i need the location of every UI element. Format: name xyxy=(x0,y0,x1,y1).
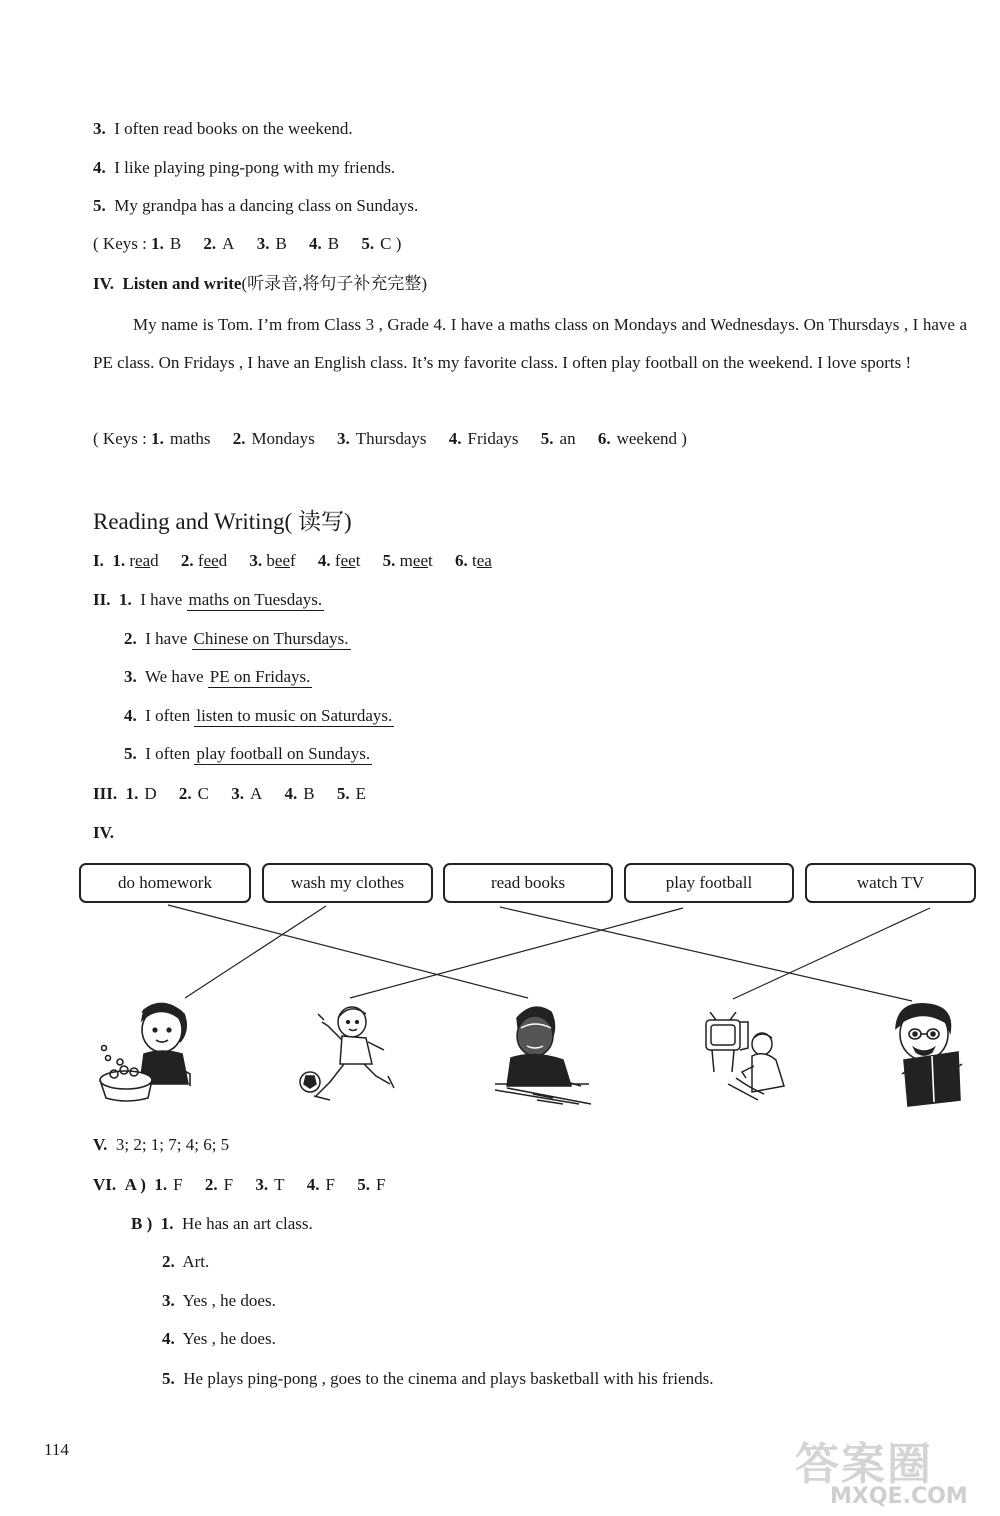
keys-suffix: ) xyxy=(395,234,402,253)
item-answer: F xyxy=(223,1175,234,1194)
item-answer: Art. xyxy=(182,1252,210,1271)
key-value: A xyxy=(222,234,235,253)
match-line-do-homework xyxy=(168,905,528,998)
item-number: 3. xyxy=(231,784,244,803)
reading-part-6-b-item-4 xyxy=(162,1328,276,1350)
word-answer: feed xyxy=(197,551,228,570)
item-number: 5. xyxy=(336,784,350,803)
item-number: 5. xyxy=(162,1369,175,1388)
key-number: 5. xyxy=(361,234,375,253)
item-number: 5. xyxy=(93,196,106,215)
key-value: B xyxy=(275,234,287,253)
item-number: 3. xyxy=(93,119,106,138)
item-number: 4. xyxy=(317,551,331,570)
item-number: 2. xyxy=(162,1252,175,1271)
item-number: 2. xyxy=(178,784,192,803)
item-number: 6. xyxy=(454,551,468,570)
item-answer: B xyxy=(303,784,315,803)
keys-prefix: ( Keys : xyxy=(93,234,152,253)
item-number: 3. xyxy=(124,667,137,686)
page-number: 114 xyxy=(44,1440,69,1459)
item-number: 3. xyxy=(255,1175,269,1194)
sentence-text: I like playing ping-pong with my friends. xyxy=(114,158,396,177)
item-number: 1. xyxy=(112,551,126,570)
item-answer: F xyxy=(325,1175,335,1194)
item-number: 4. xyxy=(93,158,106,177)
phrase-box-play-football: play football xyxy=(624,863,794,903)
item-answer: F xyxy=(173,1175,183,1194)
part-label: I. xyxy=(93,551,104,570)
watching-tv-picture xyxy=(700,1012,792,1102)
item-number: 1. xyxy=(154,1175,168,1194)
item-number: 2. xyxy=(180,551,194,570)
item-number: 4. xyxy=(306,1175,320,1194)
key-number: 4. xyxy=(309,234,322,253)
item-number: 1. xyxy=(160,1214,174,1233)
item-number: 1. xyxy=(125,784,139,803)
reading-book-picture xyxy=(888,1002,964,1108)
key-number: 6. xyxy=(597,429,611,448)
watermark-main: 答案圈 xyxy=(795,1439,933,1490)
item-number: 5. xyxy=(357,1175,370,1194)
item-answer: F xyxy=(375,1175,386,1194)
item-answer: Yes , he does. xyxy=(182,1329,276,1348)
phrase-box-wash-my-clothes: wash my clothes xyxy=(262,863,433,903)
phrase-box-read-books: read books xyxy=(443,863,613,903)
key-number: 2. xyxy=(203,234,217,253)
part-label: V. xyxy=(93,1135,108,1154)
key-value: maths xyxy=(169,429,211,448)
key-value: an xyxy=(559,429,576,448)
word-answer: beef xyxy=(266,551,296,570)
item-number: 1. xyxy=(118,590,132,609)
listening-paragraph: My name is Tom. I’m from Class 3 , Grade 4. I have a maths class on Mondays and Wednesdays. On Thursdays , I have a PE class. On Fridays , I have an English class. It’s my favorite class. I often play football on the weekend. I love sports ! xyxy=(93,315,967,372)
item-number: 4. xyxy=(124,706,137,725)
match-line-play-football xyxy=(350,908,683,998)
item-answer: Yes , he does. xyxy=(182,1291,276,1310)
key-number: 5. xyxy=(540,429,554,448)
item-number: 2. xyxy=(204,1175,218,1194)
key-number: 1. xyxy=(151,429,164,448)
key-value: Mondays xyxy=(251,429,315,448)
reading-part-6-b-item-5 xyxy=(162,1368,713,1390)
key-number: 3. xyxy=(336,429,350,448)
word-answer: tea xyxy=(471,551,492,570)
section-number: IV. xyxy=(93,274,114,293)
reading-part-5 xyxy=(93,1134,229,1156)
sentence-text: My grandpa has a dancing class on Sundays. xyxy=(114,196,419,215)
item-number: 3. xyxy=(162,1291,175,1310)
filled-answer: maths on Tuesdays. xyxy=(188,590,323,609)
sub-label: B ) xyxy=(131,1214,153,1233)
reading-part-4-label: IV. xyxy=(93,823,114,842)
item-number: 5. xyxy=(124,744,137,763)
match-line-read-books xyxy=(500,907,912,1001)
word-answer: feet xyxy=(334,551,361,570)
key-number: 3. xyxy=(256,234,270,253)
sentence-start: I have xyxy=(145,629,188,648)
sentence-start: I often xyxy=(145,706,191,725)
key-value: C xyxy=(380,234,392,253)
reading-writing-heading: Reading and Writing( 读写) xyxy=(93,509,352,534)
item-answer: He plays ping-pong , goes to the cinema and plays basketball with his friends. xyxy=(183,1369,714,1388)
key-value: Thursdays xyxy=(355,429,427,448)
phrase-box-do-homework: do homework xyxy=(79,863,251,903)
item-answer: D xyxy=(144,784,157,803)
keys-suffix: ) xyxy=(681,429,687,448)
word-answer: read xyxy=(129,551,159,570)
filled-answer: PE on Fridays. xyxy=(209,667,311,686)
sentence-start: I often xyxy=(145,744,191,763)
keys-prefix: ( Keys : xyxy=(93,429,152,448)
reading-part-6-b-item-1 xyxy=(131,1213,313,1235)
item-number: 5. xyxy=(382,551,396,570)
item-answer: T xyxy=(274,1175,285,1194)
word-answer: meet xyxy=(399,551,433,570)
order-answer: 3; 2; 1; 7; 4; 6; 5 xyxy=(115,1135,230,1154)
item-number: 4. xyxy=(284,784,298,803)
reading-part-6-b-item-2 xyxy=(162,1251,209,1273)
part-label: VI. xyxy=(93,1175,117,1194)
item-number: 3. xyxy=(249,551,263,570)
item-answer: E xyxy=(355,784,366,803)
sentence-start: We have xyxy=(144,667,204,686)
watermark-url: MXQE.COM xyxy=(830,1484,968,1509)
item-number: 4. xyxy=(162,1329,175,1348)
sentence-start: I have xyxy=(140,590,183,609)
filled-answer: listen to music on Saturdays. xyxy=(196,706,393,725)
part-label: II. xyxy=(93,590,111,609)
reading-part-6-a xyxy=(93,1174,385,1196)
match-line-wash-clothes xyxy=(185,906,326,998)
reading-part-6-b-item-3 xyxy=(162,1290,276,1312)
key-number: 2. xyxy=(232,429,246,448)
washing-clothes-picture xyxy=(98,1000,198,1102)
key-number: 4. xyxy=(448,429,462,448)
key-value: B xyxy=(169,234,182,253)
section-note: (听录音,将句子补充完整) xyxy=(241,274,428,293)
item-answer: He has an art class. xyxy=(182,1214,313,1233)
match-line-watch-tv xyxy=(733,908,930,999)
key-value: weekend xyxy=(616,429,678,448)
playing-football-picture xyxy=(294,1000,396,1106)
item-number: 2. xyxy=(124,629,137,648)
item-answer: A xyxy=(249,784,263,803)
sub-label: A ) xyxy=(124,1175,146,1194)
doing-homework-picture xyxy=(493,1000,593,1106)
part-label: III. xyxy=(93,784,118,803)
filled-answer: play football on Sundays. xyxy=(196,744,371,763)
sentence-text: I often read books on the weekend. xyxy=(114,119,353,138)
key-value: B xyxy=(327,234,340,253)
section-title: Listen and write xyxy=(122,274,242,293)
item-answer: C xyxy=(197,784,209,803)
key-number: 1. xyxy=(151,234,164,253)
filled-answer: Chinese on Thursdays. xyxy=(193,629,349,648)
key-value: Fridays xyxy=(467,429,519,448)
phrase-box-watch-tv: watch TV xyxy=(805,863,976,903)
